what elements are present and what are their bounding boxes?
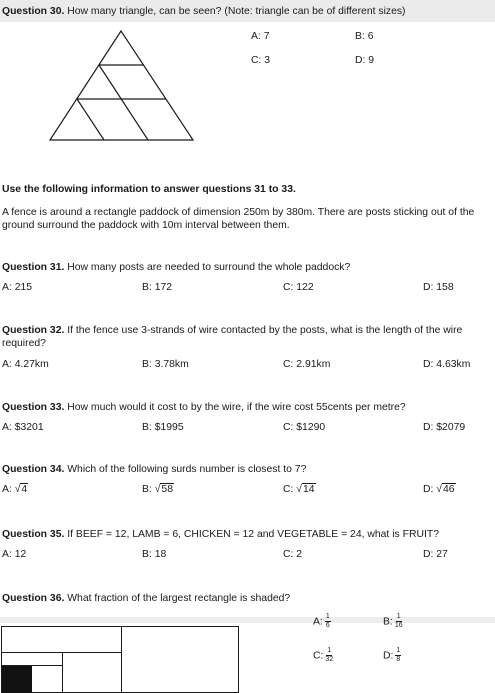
sqrt-icon: √14 xyxy=(296,484,315,495)
fraction xyxy=(325,613,331,630)
question-number: Question 34. xyxy=(2,464,65,475)
option-c[interactable] xyxy=(313,647,333,664)
outer-rectangle xyxy=(2,627,239,693)
option-a[interactable]: A: $3201 xyxy=(2,422,44,433)
option-b[interactable]: B: 172 xyxy=(142,282,173,293)
option-b[interactable] xyxy=(383,613,403,630)
question-33 xyxy=(2,402,406,413)
option-b[interactable]: B: $1995 xyxy=(142,422,184,433)
option-c[interactable]: C: $1290 xyxy=(283,422,326,433)
question-36 xyxy=(2,593,290,604)
option-a[interactable] xyxy=(2,484,28,495)
question-35 xyxy=(2,529,439,540)
option-d[interactable]: D: 9 xyxy=(355,55,375,66)
option-b[interactable]: B: 3.78km xyxy=(142,359,189,370)
option-label: A: xyxy=(313,616,323,628)
numerator: 1 xyxy=(327,647,332,654)
option-a[interactable]: A: 12 xyxy=(2,549,27,560)
option-c[interactable] xyxy=(283,484,316,495)
question-text: How many triangle, can be seen? (Note: triangle can be of different sizes) xyxy=(67,6,406,17)
option-c[interactable]: C: 3 xyxy=(251,55,271,66)
question-34 xyxy=(2,464,306,475)
question-text: If BEEF = 12, LAMB = 6, CHICKEN = 12 and VEGETABLE = 24, what is FRUIT? xyxy=(67,529,439,540)
option-a[interactable]: A: 4.27km xyxy=(2,359,49,370)
option-a[interactable]: A: 7 xyxy=(251,31,270,42)
question-text: How much would it cost to by the wire, if the wire cost 55cents per metre? xyxy=(67,402,406,413)
question-text: Which of the following surds number is closest to 7? xyxy=(67,464,307,475)
fraction xyxy=(395,613,403,630)
option-b[interactable] xyxy=(142,484,174,495)
option-d[interactable]: D: 27 xyxy=(423,549,448,560)
info-heading: Use the following information to answer questions 31 to 33. xyxy=(2,184,296,195)
radicand: 58 xyxy=(161,484,173,495)
sqrt-icon: √46 xyxy=(436,484,455,495)
option-label: B: xyxy=(383,616,393,628)
option-label: C: xyxy=(313,650,324,662)
question-number: Question 30. xyxy=(2,6,65,17)
option-d[interactable]: D: 4.63km xyxy=(423,359,471,370)
option-d[interactable]: D: 158 xyxy=(423,282,454,293)
numerator: 1 xyxy=(396,647,401,654)
question-text: What fraction of the largest rectangle is shaded? xyxy=(67,593,291,604)
diagonal-line-long xyxy=(99,65,148,140)
option-label: D: xyxy=(423,484,434,495)
fraction xyxy=(395,647,401,664)
option-label: A: xyxy=(2,484,12,495)
sqrt-icon: √4 xyxy=(14,484,28,495)
info-text: A fence is around a rectangle paddock of dimension 250m by 380m. There are posts sticking out of the ground surround the paddock with 10m interval between them. xyxy=(2,207,475,231)
option-d[interactable] xyxy=(423,484,456,495)
option-b[interactable]: B: 18 xyxy=(142,549,167,560)
fraction xyxy=(325,647,333,664)
outer-triangle xyxy=(50,31,193,140)
question-number: Question 32. xyxy=(2,325,65,336)
option-c[interactable]: C: 122 xyxy=(283,282,314,293)
rectangle-figure xyxy=(0,620,240,693)
radicand: 14 xyxy=(303,484,315,495)
option-c[interactable]: C: 2 xyxy=(283,549,303,560)
option-label: D: xyxy=(383,650,394,662)
question-number: Question 31. xyxy=(2,262,65,273)
option-label: B: xyxy=(142,484,152,495)
shaded-region xyxy=(2,666,32,693)
question-number: Question 36. xyxy=(2,593,65,604)
question-number: Question 35. xyxy=(2,529,65,540)
option-b[interactable]: B: 6 xyxy=(355,31,374,42)
option-d[interactable] xyxy=(383,647,401,664)
question-32 xyxy=(2,324,492,350)
radicand: 46 xyxy=(443,484,455,495)
triangle-figure xyxy=(0,0,495,160)
sqrt-icon: √58 xyxy=(154,484,173,495)
radicand: 4 xyxy=(21,484,28,495)
option-d[interactable]: D: $2079 xyxy=(423,422,466,433)
question-31 xyxy=(2,262,350,273)
question-text: If the fence use 3-strands of wire contacted by the posts, what is the length of the wire required? xyxy=(2,325,463,349)
option-c[interactable]: C: 2.91km xyxy=(283,359,331,370)
denominator: 32 xyxy=(325,656,334,663)
question-number: Question 33. xyxy=(2,402,65,413)
diagonal-line-short xyxy=(77,99,104,140)
numerator: 1 xyxy=(396,613,401,620)
denominator: 16 xyxy=(394,622,403,629)
option-a[interactable] xyxy=(313,613,331,630)
option-label: C: xyxy=(283,484,294,495)
denominator: 6 xyxy=(325,622,330,629)
question-text: How many posts are needed to surround the whole paddock? xyxy=(67,262,351,273)
numerator: 1 xyxy=(325,613,330,620)
option-a[interactable]: A: 215 xyxy=(2,282,33,293)
denominator: 8 xyxy=(396,656,401,663)
